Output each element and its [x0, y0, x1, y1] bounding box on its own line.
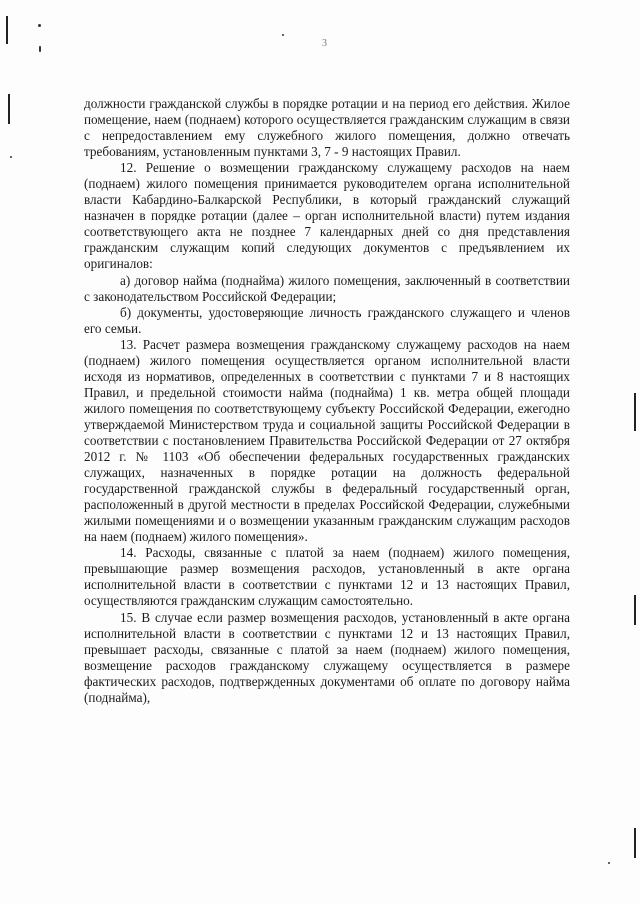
page-number: 3 [322, 38, 327, 49]
paragraph-12: 12. Решение о возмещении гражданскому служащему расходов на наем (поднаем) жилого помещения принимается руководителем органа исполнительной власти Кабардино-Балкарской Республики, в который гражданский служащий назначен в порядке ротации (далее – орган исполнительной власти) путем издания соответствующего акта не позднее 7 календарных дней со дня представления гражданским служащим копий следующих документов с предъявлением их оригиналов: [84, 160, 570, 272]
document-body [84, 96, 570, 706]
scan-dot [38, 24, 41, 27]
paragraph-14: 14. Расходы, связанные с платой за наем (поднаем) жилого помещения, превышающие размер возмещения расходов, установленный в акте органа исполнительной власти в соответствии с пунктами 12 и 13 настоящих Правил, осуществляются гражданским служащим самостоятельно. [84, 545, 570, 609]
paragraph-12b: б) документы, удостоверяющие личность гражданского служащего и членов его семьи. [84, 304, 570, 336]
paragraph-12a: а) договор найма (поднайма) жилого помещения, заключенный в соответствии с законодательством Российской Федерации; [84, 272, 570, 304]
scan-edge-mark-top [6, 16, 8, 44]
paragraph-13: 13. Расчет размера возмещения гражданскому служащему расходов на наем (поднаем) жилого помещения осуществляется органом исполнительной власти исходя из нормативов, определенных в соответствии с пунктами 7 и 8 настоящих Правил, и предельной стоимости найма (поднайма) 1 кв. метра общей площади жилого помещения по соответствующему субъекту Российской Федерации, ежегодно утверждаемой Министерством труда и социальной защиты Российской Федерации в соответствии с постановлением Правительства Российской Федерации от 27 октября 2012 г. № 1103 «Об обеспечении федеральных государственных гражданских служащих, назначенных в порядке ротации на должность федеральной государственной гражданской службы в федеральный государственный орган, расположенный в другой местности в пределах Российской Федерации, служебными жилыми помещениями и о возмещении указанным гражданским служащим расходов на наем (поднаем) жилого помещения». [84, 336, 570, 545]
paragraph-15: 15. В случае если размер возмещения расходов, установленный в акте органа исполнительной власти в соответствии с пунктами 12 и 13 настоящих Правил, превышает расходы, связанные с платой за наем (поднаем) жилого помещения, возмещение расходов гражданскому служащему осуществляется в размере фактических расходов, подтвержденных документами об оплате по договору найма (поднайма), [84, 609, 570, 705]
scan-edge-mark-right [634, 828, 636, 858]
scan-dot [10, 156, 12, 158]
paragraph-continuation: должности гражданской службы в порядке ротации и на период его действия. Жилое помещение, наем (поднаем) которого осуществляется гражданским служащим в связи с непредоставлением ему служебного жилого помещения, должно отвечать требованиям, установленным пунктами 3, 7 - 9 настоящих Правил. [84, 96, 570, 160]
scan-dot [282, 34, 284, 36]
scan-dot [608, 862, 610, 864]
scan-edge-mark-right [634, 393, 636, 431]
scan-edge-mark-mid [8, 94, 10, 124]
scan-edge-mark-right [634, 595, 636, 625]
scan-dot [39, 46, 41, 52]
